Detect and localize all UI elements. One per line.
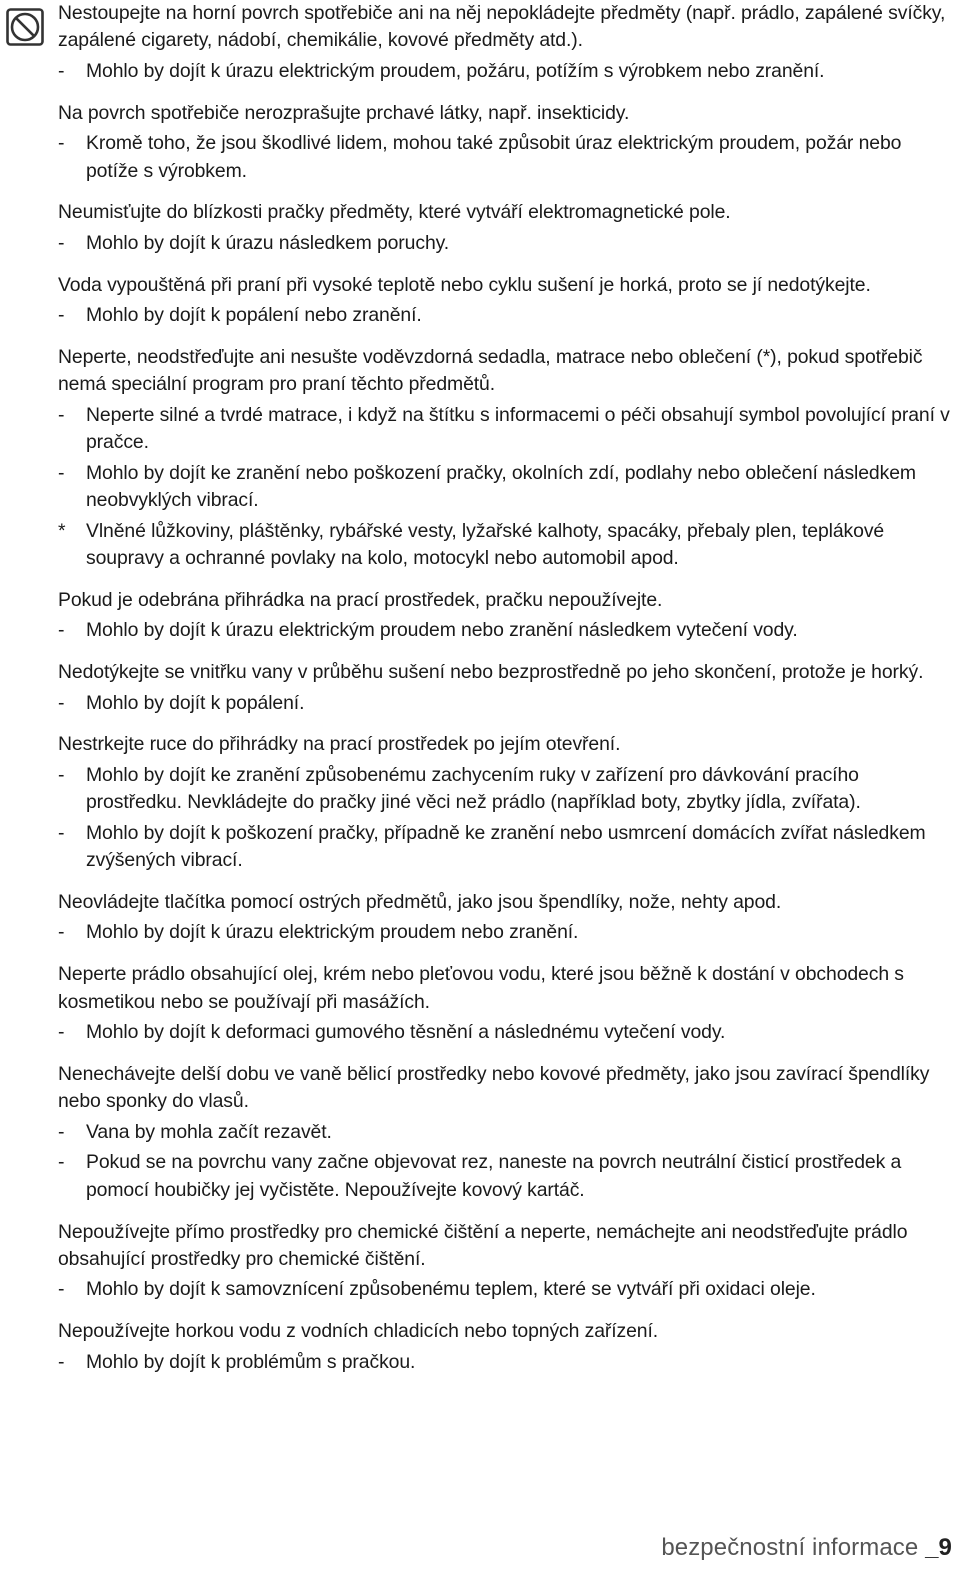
consequence-item [58,919,958,946]
list-marker: - [58,921,65,944]
consequence-item [58,460,958,515]
consequence-text: Kromě toho, že jsou škodlivé lidem, mohou také způsobit úraz elektrickým proudem, požár nebo potíže s výrobkem. [86,132,902,182]
consequence-item [58,518,958,573]
consequence-item [58,1276,958,1303]
consequence-item [58,1349,958,1376]
instruction-block [58,272,958,330]
instruction-block [58,731,958,874]
list-marker: - [58,403,65,426]
consequence-text: Vlněné lůžkoviny, pláštěnky, rybářské vesty, lyžařské kalhoty, spacáky, přebaly plen, teplákové soupravy a ochranné povlaky na kolo, motocykl nebo automobil apod. [86,519,885,569]
consequence-text: Mohlo by dojít k úrazu elektrickým proudem, požáru, potížím s výrobkem nebo zranění. [86,59,825,82]
consequence-item [58,130,958,185]
consequence-text: Mohlo by dojít k samovznícení způsobenému teplem, které se vytváří při oxidaci oleje. [86,1278,816,1301]
list-marker: - [58,1350,65,1373]
consequence-text: Mohlo by dojít k úrazu elektrickým proudem nebo zranění. [86,921,579,944]
prohibition-icon [6,8,44,46]
consequence-item [58,58,958,85]
consequence-item [58,820,958,875]
instruction-text: Neperte prádlo obsahující olej, krém nebo pleťovou vodu, které jsou běžně k dostání v obchodech s kosmetikou nebo se používají při masážích. [58,963,904,1013]
list-marker: - [58,1278,65,1301]
instruction-block [58,1219,958,1304]
list-marker: - [58,231,65,254]
list-marker: - [58,691,65,714]
consequence-item [58,230,958,257]
consequence-item [58,1149,958,1204]
consequence-text: Mohlo by dojít ke zranění nebo poškození pračky, okolních zdí, podlahy nebo oblečení následkem neobvyklých vibrací. [86,461,916,512]
consequence-text: Mohlo by dojít ke zranění způsobenému zachycením ruky v zařízení pro dávkování pracího prostředku. Nevkládejte do pračky jiné věci než prádlo (například boty, zbytky jídla, zvířata). [86,763,861,814]
instruction-block [58,1061,958,1204]
consequence-item [58,762,958,817]
consequence-text: Mohlo by dojít k popálení nebo zranění. [86,304,422,327]
list-marker: - [58,821,65,844]
consequence-item [58,302,958,329]
instruction-text: Nepoužívejte horkou vodu z vodních chladicích nebo topných zařízení. [58,1320,659,1343]
consequence-text: Mohlo by dojít k popálení. [86,691,305,714]
page-number: _9 [925,1534,952,1561]
consequence-text: Mohlo by dojít k úrazu elektrickým proudem nebo zranění následkem vytečení vody. [86,619,798,642]
list-marker: - [58,1151,65,1174]
instruction-text: Nestrkejte ruce do přihrádky na prací prostředek po jejím otevření. [58,733,621,756]
instruction-text: Nenechávejte delší dobu ve vaně bělicí prostředky nebo kovové předměty, jako jsou zavírací špendlíky nebo sponky do vlasů. [58,1063,930,1113]
consequence-text: Mohlo by dojít k deformaci gumového těsnění a následnému vytečení vody. [86,1021,726,1044]
consequence-item [58,690,958,717]
page-footer [661,1533,952,1563]
consequence-item [58,1119,958,1146]
instruction-text: Neumisťujte do blízkosti pračky předměty, které vytváří elektromagnetické pole. [58,201,731,224]
list-marker: - [58,461,65,484]
instruction-block [58,344,958,572]
list-marker: - [58,304,65,327]
consequence-text: Neperte silné a tvrdé matrace, i když na štítku s informacemi o péči obsahují symbol povolující praní v pračce. [86,403,950,454]
instruction-block [58,889,958,947]
list-marker: - [58,132,65,155]
consequence-item [58,402,958,457]
instruction-text: Pokud je odebrána přihrádka na prací prostředek, pračku nepoužívejte. [58,588,663,611]
instruction-block [58,659,958,717]
consequence-item [58,1019,958,1046]
list-marker: - [58,763,65,786]
consequence-text: Mohlo by dojít k problémům s pračkou. [86,1350,416,1373]
instruction-text: Neperte, neodstřeďujte ani nesušte voděvzdorná sedadla, matrace nebo oblečení (*), pokud spotřebič nemá speciální program pro praní těchto předmětů. [58,346,923,396]
safety-instructions [58,0,958,1376]
consequence-text: Mohlo by dojít k poškození pračky, případně ke zranění nebo usmrcení domácích zvířat následkem zvýšených vibrací. [86,821,926,872]
instruction-block [58,1318,958,1376]
instruction-block [58,0,958,85]
instruction-text: Neovládejte tlačítka pomocí ostrých předmětů, jako jsou špendlíky, nože, nehty apod. [58,890,782,913]
instruction-block [58,100,958,185]
instruction-text: Nedotýkejte se vnitřku vany v průběhu sušení nebo bezprostředně po jeho skončení, protože je horký. [58,661,924,684]
list-marker: - [58,1021,65,1044]
consequence-text: Vana by mohla začít rezavět. [86,1120,332,1143]
list-marker: * [58,519,66,542]
instruction-text: Nepoužívejte přímo prostředky pro chemické čištění a neperte, nemáchejte ani neodstřeďujte prádlo obsahující prostředky pro chemické čištění. [58,1220,908,1270]
consequence-text: Pokud se na povrchu vany začne objevovat rez, naneste na povrch neutrální čisticí prostředek a pomocí houbičky jej vyčistěte. Nepoužívejte kovový kartáč. [86,1151,902,1201]
instruction-block [58,961,958,1046]
instruction-text: Nestoupejte na horní povrch spotřebiče ani na něj nepokládejte předměty (např. prádlo, zapálené svíčky, zapálené cigarety, nádobí, chemikálie, kovové předměty atd.). [58,2,946,52]
footer-section-label: bezpečnostní informace [661,1534,926,1561]
instruction-block [58,587,958,645]
list-marker: - [58,619,65,642]
list-marker: - [58,1120,65,1143]
consequence-text: Mohlo by dojít k úrazu následkem poruchy. [86,231,450,254]
consequence-item [58,617,958,644]
instruction-text: Voda vypouštěná při praní při vysoké teplotě nebo cyklu sušení je horká, proto se jí nedotýkejte. [58,273,871,296]
list-marker: - [58,59,65,82]
instruction-block [58,199,958,257]
instruction-text: Na povrch spotřebiče nerozprašujte prchavé látky, např. insekticidy. [58,101,630,124]
